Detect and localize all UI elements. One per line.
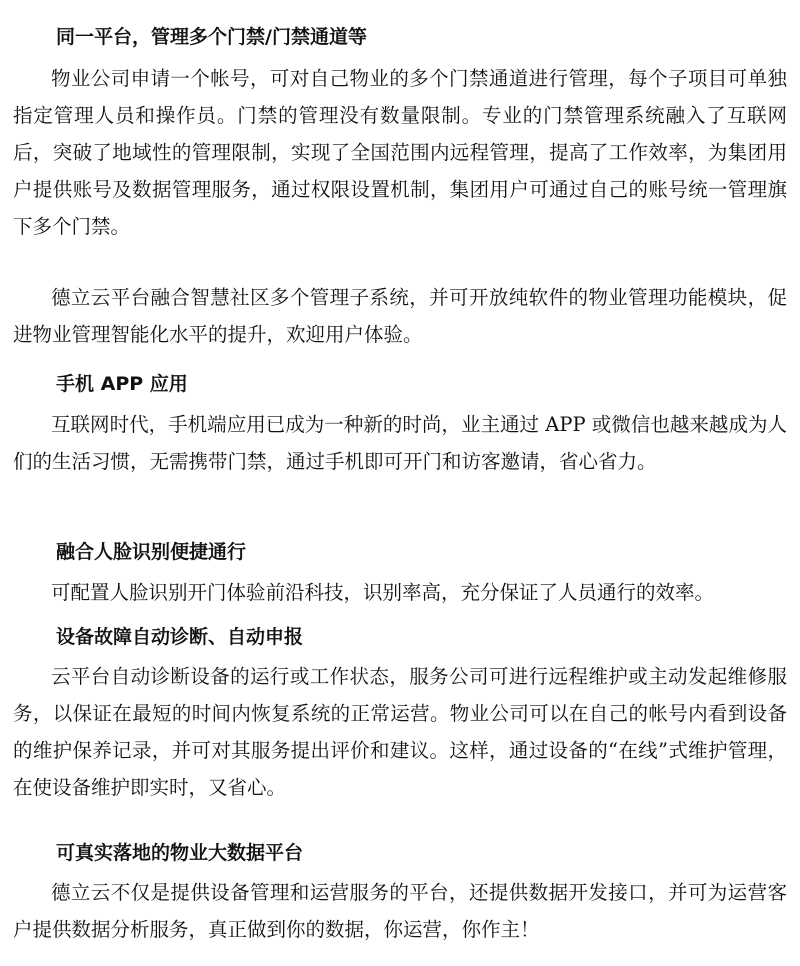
section-heading-mobile-app: 手机 APP 应用 — [56, 373, 188, 395]
section-heading-platform: 同一平台，管理多个门禁/门禁通道等 — [56, 26, 367, 48]
paragraph-platform-management: 物业公司申请一个帐号，可对自己物业的多个门禁通道进行管理，每个子项目可单独指定管理人员和操作员。门禁的管理没有数量限制。专业的门禁管理系统融入了互联网后，突破了地域性的管理限制，实现了全国范围内远程管理，提高了工作效率，为集团用户提供账号及数据管理服务，通过权限设置机制，集团用户可通过自己的账号统一管理旗下多个门禁。 — [13, 67, 787, 238]
paragraph-fault-diagnosis: 云平台自动诊断设备的运行或工作状态，服务公司可进行远程维护或主动发起维修服务，以保证在最短的时间内恢复系统的正常运营。物业公司可以在自己的帐号内看到设备的维护保养记录，并可对其服务提出评价和建议。这样，通过设备的“在线”式维护管理，在使设备维护即实时，又省心。 — [13, 665, 787, 799]
paragraph-deli-cloud-intro: 德立云平台融合智慧社区多个管理子系统，并可开放纯软件的物业管理功能模块，促进物业管理智能化水平的提升，欢迎用户体验。 — [13, 286, 787, 346]
paragraph-big-data: 德立云不仅是提供设备管理和运营服务的平台，还提供数据开发接口，并可为运营客户提供数据分析服务，真正做到你的数据，你运营，你作主！ — [13, 881, 787, 941]
section-heading-big-data: 可真实落地的物业大数据平台 — [56, 842, 304, 864]
paragraph-face-recognition: 可配置人脸识别开门体验前沿科技，识别率高，充分保证了人员通行的效率。 — [51, 581, 715, 604]
section-heading-face-recognition: 融合人脸识别便捷通行 — [56, 541, 247, 563]
paragraph-mobile-app: 互联网时代，手机端应用已成为一种新的时尚，业主通过 APP 或微信也越来越成为人们的生活习惯，无需携带门禁，通过手机即可开门和访客邀请，省心省力。 — [13, 413, 787, 473]
section-heading-fault-diagnosis: 设备故障自动诊断、自动申报 — [56, 626, 304, 648]
